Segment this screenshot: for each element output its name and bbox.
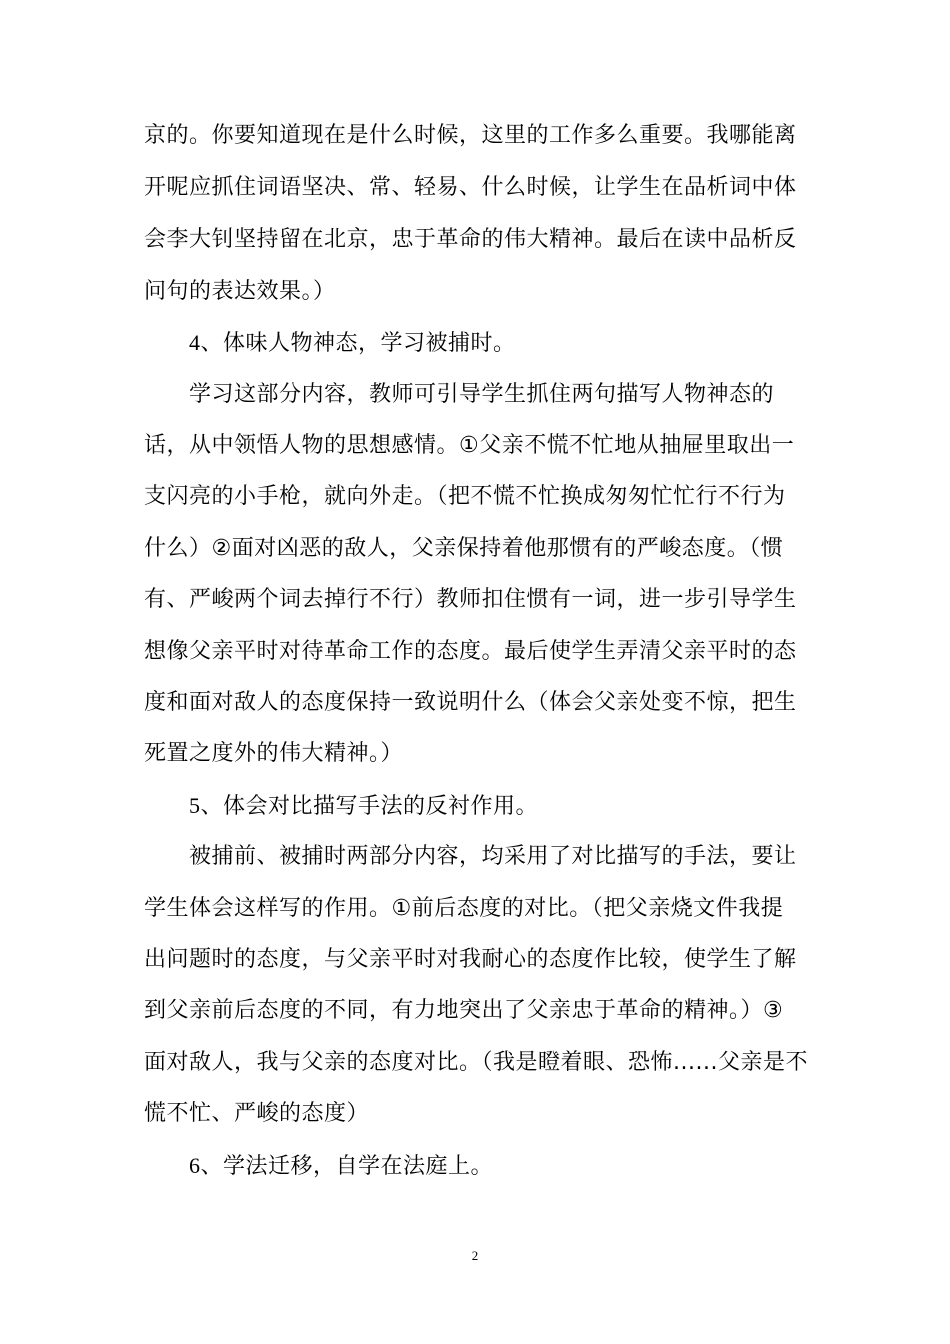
paragraph-line: 支闪亮的小手枪，就向外走。（把不慌不忙换成匆匆忙忙行不行为 bbox=[144, 484, 786, 509]
section-title: 学法迁移，自学在法庭上。 bbox=[223, 1154, 494, 1179]
paragraph-line: 到父亲前后态度的不同，有力地突出了父亲忠于革命的精神。）③ bbox=[144, 998, 784, 1023]
paragraph-line: 会李大钊坚持留在北京，忠于革命的伟大精神。最后在读中品析反 bbox=[144, 227, 797, 252]
paragraph-line: 出问题时的态度，与父亲平时对我耐心的态度作比较，使学生了解 bbox=[144, 947, 797, 972]
paragraph-line: 问句的表达效果。） bbox=[144, 279, 336, 304]
section-number: 4、 bbox=[189, 330, 224, 355]
paragraph-line: 话，从中领悟人物的思想感情。①父亲不慌不忙地从抽屉里取出一 bbox=[144, 433, 795, 458]
paragraph-line: 被捕前、被捕时两部分内容，均采用了对比描写的手法，要让 bbox=[189, 844, 797, 869]
paragraph-line: 面对敌人，我与父亲的态度对比。（我是瞪着眼、恐怖......父亲是不 bbox=[144, 1050, 808, 1075]
page-number: 2 bbox=[471, 1248, 479, 1263]
paragraph-line: 想像父亲平时对待革命工作的态度。最后使学生弄清父亲平时的态 bbox=[144, 639, 797, 664]
section-number: 5、 bbox=[189, 793, 224, 818]
paragraph-line: 京的。你要知道现在是什么时候，这里的工作多么重要。我哪能离 bbox=[144, 123, 797, 148]
section-title: 体味人物神态，学习被捕时。 bbox=[223, 331, 516, 356]
paragraph-line: 学习这部分内容，教师可引导学生抓住两句描写人物神态的 bbox=[189, 382, 775, 407]
paragraph-line: 学生体会这样写的作用。①前后态度的对比。（把父亲烧文件我提 bbox=[144, 896, 784, 921]
section-heading-4 bbox=[189, 327, 516, 359]
paragraph-line: 什么）②面对凶恶的敌人，父亲保持着他那惯有的严峻态度。（惯 bbox=[144, 536, 784, 561]
section-heading-6 bbox=[189, 1150, 493, 1182]
section-number: 6、 bbox=[189, 1153, 224, 1178]
paragraph-line: 度和面对敌人的态度保持一致说明什么（体会父亲处变不惊，把生 bbox=[144, 690, 797, 715]
section-title: 体会对比描写手法的反衬作用。 bbox=[223, 794, 539, 819]
paragraph-line: 开呢应抓住词语坚决、常、轻易、什么时候，让学生在品析词中体 bbox=[144, 175, 797, 200]
section-heading-5 bbox=[189, 790, 538, 822]
paragraph-line: 死置之度外的伟大精神。） bbox=[144, 741, 404, 766]
paragraph-line: 慌不忙、严峻的态度） bbox=[144, 1101, 370, 1126]
paragraph-line: 有、严峻两个词去掉行不行）教师扣住惯有一词，进一步引导学生 bbox=[144, 587, 797, 612]
